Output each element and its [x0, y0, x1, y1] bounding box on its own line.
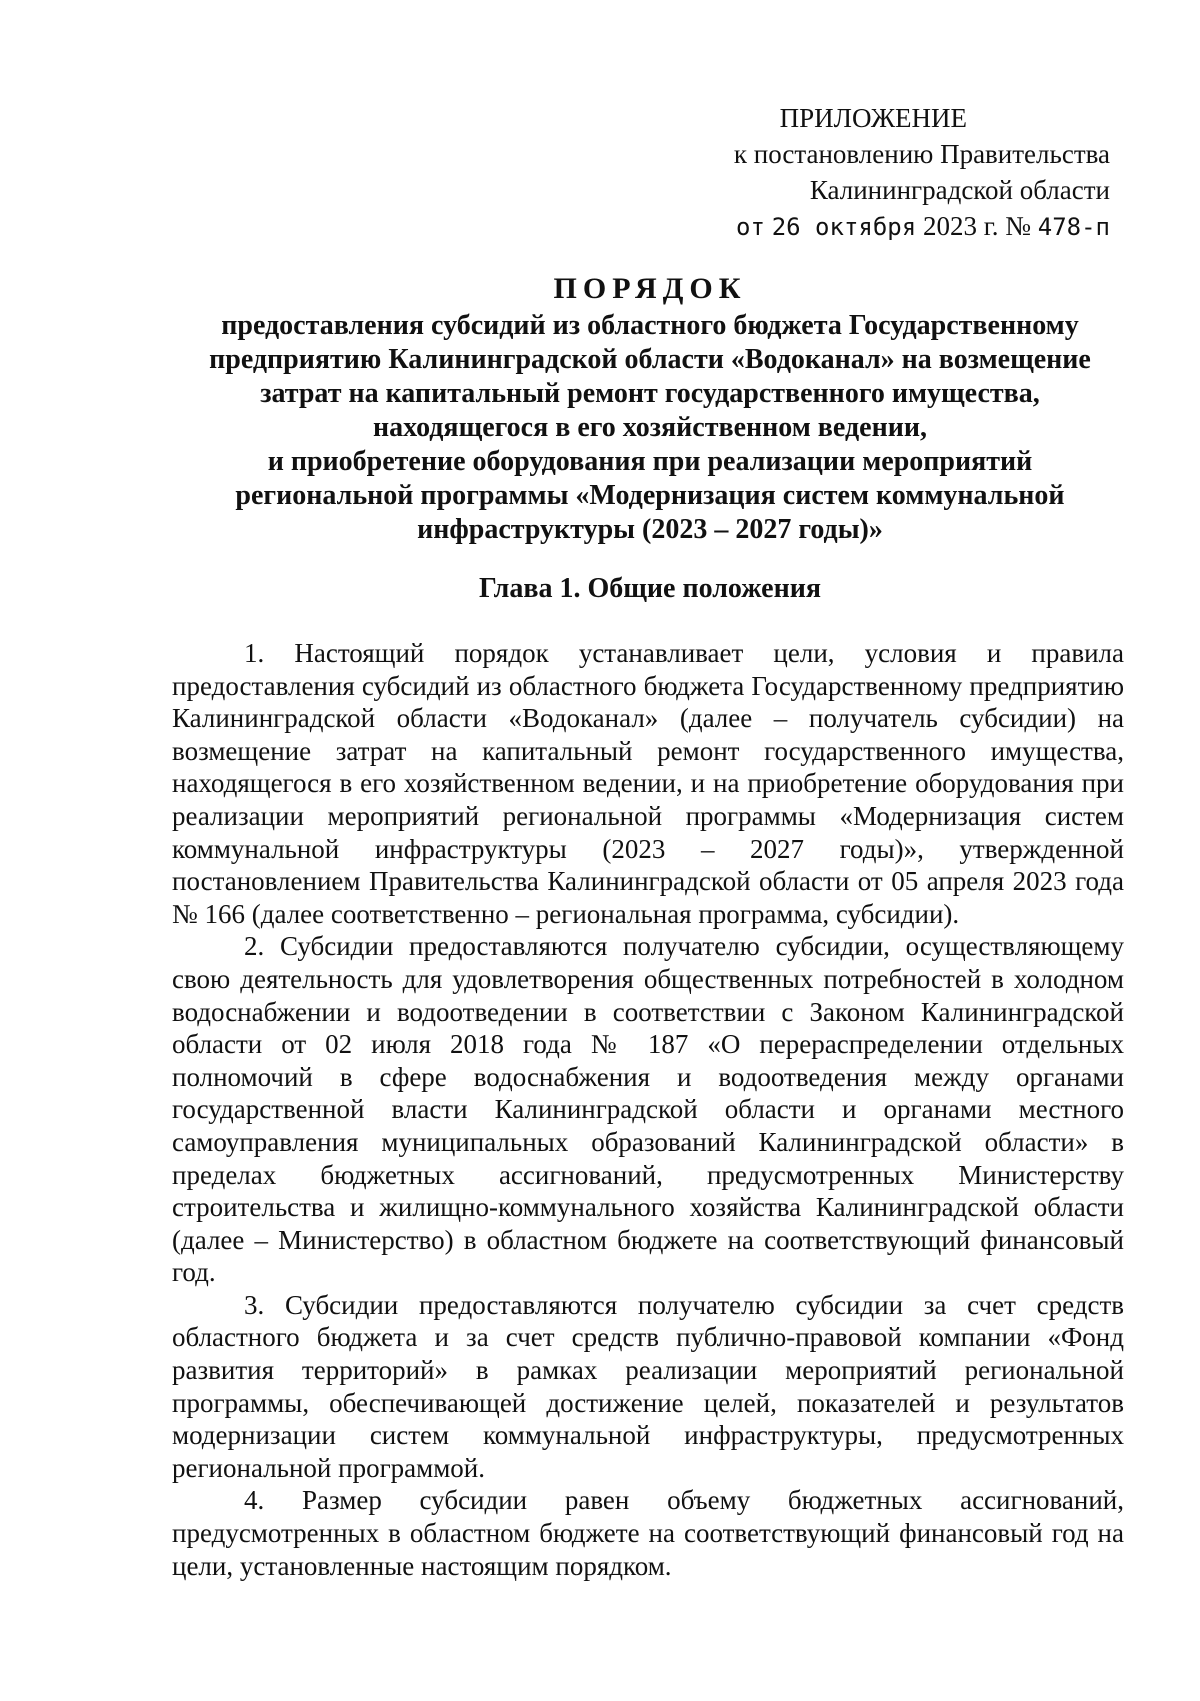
date-prefix: от: [736, 213, 765, 241]
number-value: 478-п: [1037, 213, 1110, 241]
paragraph-1: 1. Настоящий порядок устанавливает цели, условия и правила предоставления субсидий из областного бюджета Государственному предприятию Калининградской области «Водоканал» (далее – получатель субсидии) на возмещение затрат на капитальный ремонт государственного имущества, находящегося в его хозяйственном ведении, и на приобретение оборудования при реализации мероприятий региональной программы «Модернизация систем коммунальной инфраструктуры (2023 – 2027 годы)», утвержденной постановлением Правительства Калининградской области от 05 апреля 2023 года № 166 (далее соответственно – региональная программа, субсидии).: [172, 638, 1124, 929]
title-line: предприятию Калининградской области «Водоканал» на возмещение: [209, 344, 1091, 375]
title-line: затрат на капитальный ремонт государственного имущества,: [260, 378, 1040, 409]
appendix-line-1: к постановлению Правительства: [733, 139, 1110, 169]
appendix-line-2: Калининградской области: [809, 175, 1110, 205]
chapter-heading: Глава 1. Общие положения: [478, 573, 821, 604]
date-value: 26 октября: [771, 213, 917, 241]
date-year: 2023 г.: [922, 211, 999, 241]
title-line: и приобретение оборудования при реализации мероприятий: [267, 446, 1033, 477]
appendix-date-line: [550, 208, 1110, 245]
title-line: инфраструктуры (2023 – 2027 годы)»: [417, 514, 883, 545]
document-title: [170, 272, 1130, 547]
number-sign: №: [1005, 211, 1031, 241]
title-line: региональной программы «Модернизация систем коммунальной: [235, 480, 1065, 511]
title-line: находящегося в его хозяйственном ведении,: [373, 412, 927, 443]
appendix-block: [550, 100, 1110, 245]
document-body: [172, 637, 1124, 1582]
title-heading: ПОРЯДОК: [553, 272, 747, 305]
title-line: предоставления субсидий из областного бюджета Государственному: [221, 310, 1079, 341]
paragraph-2: 2. Субсидии предоставляются получателю субсидии, осуществляющему свою деятельность для удовлетворения общественных потребностей в холодном водоснабжении и водоотведении в соответствии с Законом Калининградской области от 02 июля 2018 года № 187 «О перераспределении отдельных полномочий в сфере водоснабжения и водоотведения между органами государственной власти Калининградской области и органами местного самоуправления муниципальных образований Калининградской области» в пределах бюджетных ассигнований, предусмотренных Министерству строительства и жилищно-коммунального хозяйства Калининградской области (далее – Министерство) в областном бюджете на соответствующий финансовый год.: [172, 931, 1124, 1288]
appendix-title: ПРИЛОЖЕНИЕ: [779, 103, 967, 133]
paragraph-3: 3. Субсидии предоставляются получателю субсидии за счет средств областного бюджета и за счет средств публично-правовой компании «Фонд развития территорий» в рамках реализации мероприятий региональной программы, обеспечивающей достижение целей, показателей и результатов модернизации систем коммунальной инфраструктуры, предусмотренных региональной программой.: [172, 1289, 1124, 1483]
paragraph-4: 4. Размер субсидии равен объему бюджетных ассигнований, предусмотренных в областном бюджете на соответствующий финансовый год на цели, установленные настоящим порядком.: [172, 1485, 1124, 1581]
